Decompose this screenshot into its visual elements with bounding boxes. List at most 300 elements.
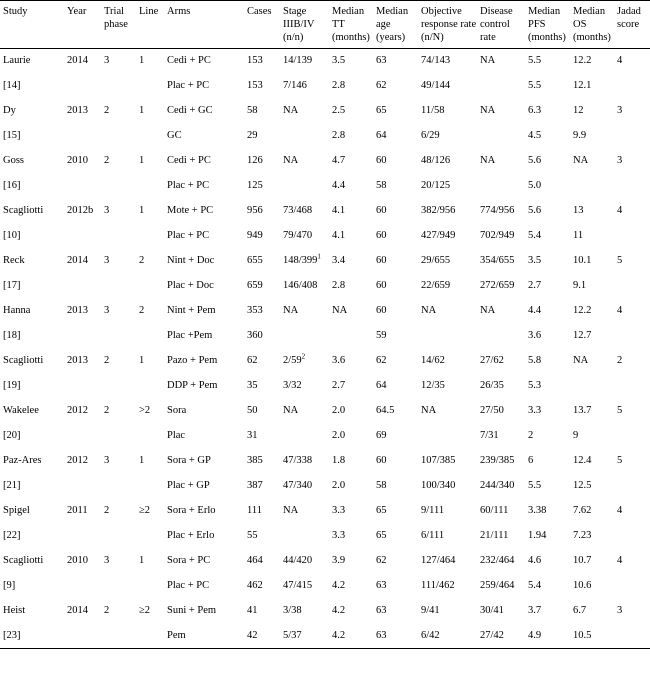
- trial-phase-cell: 2: [104, 354, 110, 366]
- dcr-cell: 26/35: [480, 379, 504, 391]
- median-pfs-cell: 2.7: [528, 279, 542, 291]
- stage-cell: [280, 424, 329, 449]
- arms-cell: Nint + Doc: [167, 254, 215, 266]
- study-cell: Scagliotti: [3, 204, 44, 216]
- arms-cell: Sora + GP: [167, 454, 211, 466]
- column-header: Disease control rate: [480, 6, 513, 44]
- jadad-cell: [614, 374, 650, 399]
- column-header: Jadad score: [617, 6, 641, 31]
- median-os-cell: 12.7: [573, 329, 592, 341]
- orr-cell: NA: [421, 304, 437, 316]
- line-cell: 1: [139, 554, 145, 566]
- jadad-cell: 5: [617, 404, 623, 416]
- arms-cell: Cedi + PC: [167, 154, 211, 166]
- median-os-cell: 9.1: [573, 279, 587, 291]
- arms-cell: DDP + Pem: [167, 379, 218, 391]
- median-pfs-cell: 6: [528, 454, 534, 466]
- study-cell: Spigel: [3, 504, 30, 516]
- jadad-cell: 2: [617, 354, 623, 366]
- trial-phase-cell: [101, 174, 136, 199]
- column-header: Median TT (months): [332, 6, 370, 44]
- column-header: Objective response rate (n/N): [421, 6, 477, 44]
- trial-phase-cell: [101, 324, 136, 349]
- line-cell: 1: [139, 55, 145, 67]
- median-pfs-cell: 5.5: [528, 55, 542, 67]
- line-cell: ≥2: [139, 504, 151, 516]
- dcr-cell: 27/42: [480, 629, 504, 641]
- year-cell: [64, 574, 101, 599]
- cases-cell: 956: [247, 204, 263, 216]
- table-row: [0, 524, 650, 549]
- median-os-cell: 9: [573, 429, 579, 441]
- median-pfs-cell: 3.7: [528, 604, 542, 616]
- cases-cell: 55: [247, 529, 258, 541]
- median-pfs-cell: 5.0: [528, 179, 542, 191]
- orr-cell: 107/385: [421, 454, 456, 466]
- arms-cell: Mote + PC: [167, 204, 214, 216]
- arms-cell: Plac: [167, 429, 186, 441]
- line-cell: [136, 474, 164, 499]
- dcr-cell: 21/111: [480, 529, 509, 541]
- year-cell: [64, 224, 101, 249]
- dcr-cell: 232/464: [480, 554, 515, 566]
- median-os-cell: 12.5: [573, 479, 592, 491]
- median-pfs-cell: 4.5: [528, 129, 542, 141]
- median-pfs-cell: 5.4: [528, 579, 542, 591]
- stage-value: NA: [283, 154, 299, 166]
- median-age-cell: 65: [376, 104, 387, 116]
- study-cell: [22]: [3, 529, 21, 541]
- table-row: [0, 299, 650, 324]
- year-cell: 2010: [67, 554, 88, 566]
- cases-cell: 462: [247, 579, 263, 591]
- dcr-cell: 27/62: [480, 354, 504, 366]
- median-tt-cell: 4.1: [332, 229, 346, 241]
- stage-cell: [280, 524, 329, 549]
- jadad-cell: [614, 274, 650, 299]
- study-cell: [20]: [3, 429, 21, 441]
- dcr-cell: NA: [480, 55, 496, 67]
- study-cell: [15]: [3, 129, 21, 141]
- stage-cell: [280, 249, 329, 274]
- year-cell: [64, 74, 101, 99]
- study-cell: [23]: [3, 629, 21, 641]
- stage-cell: [280, 474, 329, 499]
- median-age-cell: 60: [376, 279, 387, 291]
- cases-cell: 42: [247, 629, 258, 641]
- table-row: [0, 424, 650, 449]
- arms-cell: GC: [167, 129, 182, 141]
- median-tt-cell: 4.2: [332, 604, 346, 616]
- line-cell: >2: [139, 404, 151, 416]
- stage-value: 44/420: [283, 554, 313, 566]
- table-row: [0, 124, 650, 149]
- table-row: [0, 174, 650, 199]
- median-os-cell: 10.5: [573, 629, 592, 641]
- line-cell: [136, 224, 164, 249]
- study-cell: Dy: [3, 104, 16, 116]
- year-cell: [64, 324, 101, 349]
- table-row: [0, 474, 650, 499]
- year-cell: 2012: [67, 404, 88, 416]
- column-header: Arms: [167, 6, 191, 17]
- orr-cell: 127/464: [421, 554, 456, 566]
- median-age-cell: 60: [376, 304, 387, 316]
- stage-value: 2/59: [283, 354, 302, 366]
- study-cell: [17]: [3, 279, 21, 291]
- median-age-cell: 58: [376, 479, 387, 491]
- year-cell: [64, 174, 101, 199]
- line-cell: [136, 324, 164, 349]
- jadad-cell: 4: [617, 504, 623, 516]
- stage-value: NA: [283, 304, 299, 316]
- median-age-cell: 63: [376, 579, 387, 591]
- year-cell: [64, 424, 101, 449]
- median-pfs-cell: 5.6: [528, 204, 542, 216]
- year-cell: [64, 624, 101, 649]
- median-os-cell: 12.4: [573, 454, 592, 466]
- year-cell: 2011: [67, 504, 88, 516]
- stage-cell: [280, 99, 329, 124]
- median-tt-cell: 2.5: [332, 104, 346, 116]
- column-header: Trial phase: [104, 6, 128, 31]
- table-row: [0, 249, 650, 274]
- stage-value: 3/38: [283, 604, 302, 616]
- arms-cell: Nint + Pem: [167, 304, 216, 316]
- table-row: [0, 199, 650, 224]
- arms-cell: Suni + Pem: [167, 604, 217, 616]
- orr-cell: 49/144: [421, 79, 451, 91]
- median-pfs-cell: 5.3: [528, 379, 542, 391]
- median-age-cell: 69: [376, 429, 387, 441]
- study-cell: Scagliotti: [3, 354, 44, 366]
- arms-cell: Plac +Pem: [167, 329, 213, 341]
- cases-cell: 31: [247, 429, 258, 441]
- orr-cell: 14/62: [421, 354, 445, 366]
- column-header: Median age (years): [376, 6, 409, 44]
- stage-cell: [280, 549, 329, 574]
- column-header: Cases: [247, 6, 272, 17]
- line-cell: [136, 624, 164, 649]
- median-tt-cell: 1.8: [332, 454, 346, 466]
- stage-cell: [280, 399, 329, 424]
- jadad-cell: [614, 574, 650, 599]
- median-os-cell: 12: [573, 104, 584, 116]
- trial-phase-cell: [101, 224, 136, 249]
- orr-cell: 9/41: [421, 604, 440, 616]
- dcr-cell: 774/956: [480, 204, 515, 216]
- trial-phase-cell: [101, 574, 136, 599]
- arms-cell: Sora + PC: [167, 554, 211, 566]
- median-age-cell: 62: [376, 79, 387, 91]
- dcr-cell: 702/949: [480, 229, 515, 241]
- dcr-cell: 27/50: [480, 404, 504, 416]
- table-row: [0, 499, 650, 524]
- trial-phase-cell: 2: [104, 154, 110, 166]
- median-age-cell: 63: [376, 55, 387, 67]
- median-os-cell: 12.2: [573, 55, 592, 67]
- stage-value: 3/32: [283, 379, 302, 391]
- orr-cell: 22/659: [421, 279, 451, 291]
- trial-phase-cell: [101, 274, 136, 299]
- median-age-cell: 64: [376, 379, 387, 391]
- median-tt-cell: 2.7: [332, 379, 346, 391]
- median-age-cell: 65: [376, 529, 387, 541]
- column-header: Median OS (months): [573, 6, 611, 44]
- cases-cell: 387: [247, 479, 263, 491]
- dcr-cell: 7/31: [480, 429, 499, 441]
- median-tt-cell: 2.8: [332, 129, 346, 141]
- line-cell: 1: [139, 354, 145, 366]
- stage-value: 148/399: [283, 254, 318, 266]
- median-os-cell: 7.62: [573, 504, 592, 516]
- stage-cell: [280, 224, 329, 249]
- median-tt-cell: 3.6: [332, 354, 346, 366]
- arms-cell: Plac + GP: [167, 479, 210, 491]
- arms-cell: Plac + PC: [167, 579, 210, 591]
- trial-phase-cell: [101, 474, 136, 499]
- median-age-cell: 59: [376, 329, 387, 341]
- median-os-cell: NA: [573, 154, 589, 166]
- dcr-cell: [477, 124, 525, 149]
- trial-phase-cell: 2: [104, 504, 110, 516]
- orr-cell: 427/949: [421, 229, 456, 241]
- line-cell: 1: [139, 454, 145, 466]
- median-os-cell: [570, 174, 614, 199]
- trial-phase-cell: 2: [104, 604, 110, 616]
- footnote-marker: 2: [301, 352, 306, 361]
- cases-cell: 464: [247, 554, 263, 566]
- jadad-cell: [614, 174, 650, 199]
- stage-cell: [280, 49, 329, 74]
- orr-cell: 6/42: [421, 629, 440, 641]
- jadad-cell: [614, 474, 650, 499]
- arms-cell: Plac + PC: [167, 179, 210, 191]
- stage-value: 47/338: [283, 454, 313, 466]
- median-pfs-cell: 6.3: [528, 104, 542, 116]
- study-cell: [16]: [3, 179, 21, 191]
- jadad-cell: [614, 524, 650, 549]
- orr-cell: 100/340: [421, 479, 456, 491]
- orr-cell: NA: [421, 404, 437, 416]
- cases-cell: 655: [247, 254, 263, 266]
- median-pfs-cell: 4.6: [528, 554, 542, 566]
- median-age-cell: 60: [376, 454, 387, 466]
- orr-cell: 9/111: [421, 504, 445, 516]
- study-cell: [9]: [3, 579, 16, 591]
- median-pfs-cell: 5.5: [528, 79, 542, 91]
- stage-value: 47/340: [283, 479, 313, 491]
- table-row: [0, 274, 650, 299]
- trial-phase-cell: 2: [104, 104, 110, 116]
- arms-cell: Pazo + Pem: [167, 354, 218, 366]
- line-cell: 1: [139, 154, 145, 166]
- jadad-cell: 4: [617, 55, 623, 67]
- median-os-cell: 13: [573, 204, 584, 216]
- stage-cell: [280, 124, 329, 149]
- line-cell: [136, 124, 164, 149]
- median-tt-cell: [329, 324, 373, 349]
- study-cell: Laurie: [3, 55, 31, 67]
- cases-cell: 385: [247, 454, 263, 466]
- median-pfs-cell: 5.8: [528, 354, 542, 366]
- stage-value: 7/146: [283, 79, 307, 91]
- table-row: [0, 324, 650, 349]
- median-pfs-cell: 4.9: [528, 629, 542, 641]
- table-row: [0, 624, 650, 649]
- dcr-cell: 60/111: [480, 504, 509, 516]
- median-os-cell: 13.7: [573, 404, 592, 416]
- year-cell: 2014: [67, 604, 88, 616]
- median-os-cell: 7.23: [573, 529, 592, 541]
- jadad-cell: 3: [617, 154, 623, 166]
- footnote-marker: 1: [317, 252, 321, 261]
- line-cell: ≥2: [139, 604, 151, 616]
- dcr-cell: 354/655: [480, 254, 515, 266]
- table-row: [0, 449, 650, 474]
- median-pfs-cell: 2: [528, 429, 534, 441]
- stage-value: 146/408: [283, 279, 318, 291]
- year-cell: 2010: [67, 154, 88, 166]
- median-pfs-cell: 4.4: [528, 304, 542, 316]
- trial-phase-cell: 2: [104, 404, 110, 416]
- trial-phase-cell: [101, 424, 136, 449]
- jadad-cell: 4: [617, 554, 623, 566]
- cases-cell: 35: [247, 379, 258, 391]
- median-os-cell: 10.1: [573, 254, 592, 266]
- dcr-cell: NA: [480, 304, 496, 316]
- trial-phase-cell: [101, 374, 136, 399]
- median-age-cell: 60: [376, 154, 387, 166]
- median-age-cell: 60: [376, 254, 387, 266]
- table-row: [0, 224, 650, 249]
- median-os-cell: 12.2: [573, 304, 592, 316]
- dcr-cell: [477, 74, 525, 99]
- stage-cell: [280, 449, 329, 474]
- median-pfs-cell: 3.5: [528, 254, 542, 266]
- jadad-cell: 3: [617, 604, 623, 616]
- orr-cell: 6/29: [421, 129, 440, 141]
- stage-cell: [280, 324, 329, 349]
- median-age-cell: 62: [376, 554, 387, 566]
- year-cell: [64, 124, 101, 149]
- jadad-cell: 4: [617, 204, 623, 216]
- cases-cell: 353: [247, 304, 263, 316]
- table-row: [0, 74, 650, 99]
- orr-cell: 48/126: [421, 154, 451, 166]
- arms-cell: Sora + Erlo: [167, 504, 216, 516]
- dcr-cell: 259/464: [480, 579, 515, 591]
- stage-cell: [280, 499, 329, 524]
- trial-phase-cell: [101, 624, 136, 649]
- median-age-cell: 62: [376, 354, 387, 366]
- table-header: [0, 1, 650, 49]
- stage-cell: [280, 274, 329, 299]
- trial-phase-cell: [101, 124, 136, 149]
- dcr-cell: 30/41: [480, 604, 504, 616]
- median-age-cell: 60: [376, 204, 387, 216]
- median-os-cell: NA: [573, 354, 589, 366]
- trial-phase-cell: 3: [104, 204, 110, 216]
- stage-value: 47/415: [283, 579, 313, 591]
- study-cell: [19]: [3, 379, 21, 391]
- stage-value: 79/470: [283, 229, 313, 241]
- table-row: [0, 99, 650, 124]
- jadad-cell: [614, 74, 650, 99]
- arms-cell: Plac + Erlo: [167, 529, 215, 541]
- year-cell: 2013: [67, 104, 88, 116]
- arms-cell: Plac + Doc: [167, 279, 214, 291]
- line-cell: [136, 374, 164, 399]
- stage-cell: [280, 174, 329, 199]
- jadad-cell: 5: [617, 254, 623, 266]
- year-cell: [64, 474, 101, 499]
- cases-cell: 58: [247, 104, 258, 116]
- median-tt-cell: 4.2: [332, 579, 346, 591]
- median-os-cell: 11: [573, 229, 584, 241]
- line-cell: 1: [139, 104, 145, 116]
- cases-cell: 949: [247, 229, 263, 241]
- median-tt-cell: 3.9: [332, 554, 346, 566]
- dcr-cell: NA: [480, 154, 496, 166]
- arms-cell: Plac + PC: [167, 79, 210, 91]
- arms-cell: Cedi + GC: [167, 104, 213, 116]
- stage-cell: [280, 74, 329, 99]
- table-row: [0, 349, 650, 374]
- table-row: [0, 549, 650, 574]
- jadad-cell: [614, 424, 650, 449]
- jadad-cell: 3: [617, 104, 623, 116]
- year-cell: 2014: [67, 55, 88, 67]
- median-pfs-cell: 1.94: [528, 529, 547, 541]
- trial-phase-cell: 3: [104, 454, 110, 466]
- median-tt-cell: NA: [332, 304, 348, 316]
- dcr-cell: [477, 174, 525, 199]
- cases-cell: 29: [247, 129, 258, 141]
- study-cell: [14]: [3, 79, 21, 91]
- table-row: [0, 399, 650, 424]
- arms-cell: Cedi + PC: [167, 55, 211, 67]
- study-cell: Goss: [3, 154, 25, 166]
- median-tt-cell: 4.7: [332, 154, 346, 166]
- median-age-cell: 65: [376, 504, 387, 516]
- line-cell: [136, 524, 164, 549]
- arms-cell: Pem: [167, 629, 186, 641]
- orr-cell: 12/35: [421, 379, 445, 391]
- jadad-cell: [614, 224, 650, 249]
- line-cell: 2: [139, 254, 145, 266]
- orr-cell: 111/462: [421, 579, 455, 591]
- median-tt-cell: 2.0: [332, 479, 346, 491]
- stage-value: 5/37: [283, 629, 302, 641]
- stage-cell: [280, 599, 329, 624]
- line-cell: 2: [139, 304, 145, 316]
- median-pfs-cell: 3.38: [528, 504, 547, 516]
- stage-cell: [280, 349, 329, 374]
- study-cell: [10]: [3, 229, 21, 241]
- trial-phase-cell: 3: [104, 304, 110, 316]
- median-os-cell: [570, 374, 614, 399]
- cases-cell: 153: [247, 79, 263, 91]
- median-tt-cell: 3.3: [332, 529, 346, 541]
- orr-cell: 20/125: [421, 179, 451, 191]
- study-cell: Heist: [3, 604, 26, 616]
- year-cell: [64, 524, 101, 549]
- table-row: [0, 374, 650, 399]
- trial-phase-cell: 3: [104, 254, 110, 266]
- arms-cell: Plac + PC: [167, 229, 210, 241]
- table-row: [0, 149, 650, 174]
